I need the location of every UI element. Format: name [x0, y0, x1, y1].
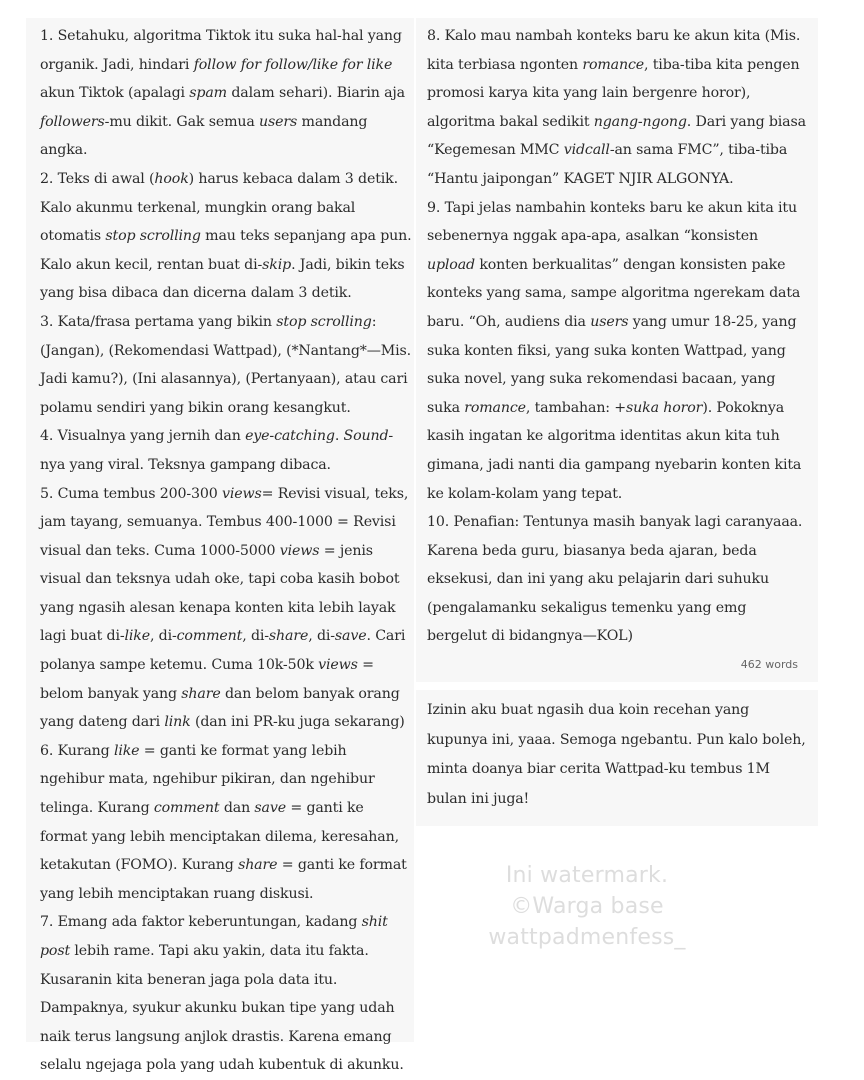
- italic-text: followers: [40, 113, 105, 130]
- italic-text: users: [259, 113, 298, 130]
- italic-text: save: [254, 800, 286, 817]
- text-run: 1. Setahuku, algoritma Tiktok itu suka hal-hal yang organik. Jadi, hindari: [40, 28, 402, 73]
- text-run: 4. Visualnya yang jernih dan: [40, 428, 246, 445]
- paragraph: [40, 908, 412, 1080]
- italic-text: link: [164, 714, 191, 731]
- text-run: . Jadi, bikin teks yang bisa dibaca dan dicerna dalam 3 detik.: [40, 256, 405, 302]
- italic-text: like: [124, 628, 150, 645]
- left-text-column: [40, 22, 412, 1080]
- italic-text: spam: [189, 85, 227, 102]
- italic-text: ngang-ngong: [593, 113, 687, 130]
- watermark-text: [462, 860, 712, 953]
- text-run: dan belom banyak orang yang dateng dari: [40, 685, 400, 731]
- italic-text: save: [334, 628, 367, 645]
- text-run: 7. Emang ada faktor keberuntungan, kadang: [40, 914, 362, 931]
- watermark-line: ©Warga base: [510, 894, 664, 919]
- italic-text: share: [238, 857, 278, 874]
- word-count-label: 462 words: [740, 658, 798, 671]
- text-run: -an sama FMC”, tiba-tiba “Hantu jaipongan” KAGET NJIR ALGONYA.: [427, 142, 788, 187]
- italic-text: stop scrolling: [276, 313, 372, 330]
- text-run: -nya yang viral. Teksnya gampang dibaca.: [40, 428, 394, 473]
- text-run: 5. Cuma tembus 200-300: [40, 485, 223, 502]
- paragraph: [40, 422, 412, 479]
- text-run: ). Pokoknya kasih ingatan ke algoritma identitas akun kita tuh gimana, jadi nanti dia gampang nyebarin konten kita ke kolam-kolam yang tepat.: [427, 399, 802, 502]
- italic-text: views: [222, 485, 262, 502]
- text-run: ) harus kebaca dalam 3 detik. Kalo akunmu terkenal, mungkin orang bakal otomatis: [40, 170, 398, 245]
- text-run: lebih rame. Tapi aku yakin, data itu fakta. Kusaranin kita beneran jaga pola data itu. Dampaknya, syukur akunku bukan tipe yang udah naik terus langsung anjlok drastis. Karena emang selalu ngejaga pola yang udah kubentuk di akunku.: [40, 943, 404, 1074]
- italic-text: romance: [464, 399, 526, 416]
- text-run: = Revisi visual, teks, jam tayang, semuanya. Tembus 400-1000 = Revisi visual dan teks. Cuma 1000-5000: [40, 485, 409, 559]
- paragraph: [40, 480, 412, 737]
- text-run: mau teks sepanjang apa pun. Kalo akun kecil, rentan buat di-: [40, 228, 412, 273]
- text-run: = ganti ke format yang lebih menciptakan dilema, keresahan, ketakutan (FOMO). Kurang: [40, 800, 399, 874]
- paragraph: [40, 165, 412, 308]
- text-run: = belom banyak yang: [40, 657, 374, 702]
- text-run: yang umur 18-25, yang suka konten fiksi, yang suka konten Wattpad, yang suka novel, yang suka rekomendasi bacaan, yang suka: [427, 313, 797, 416]
- italic-text: comment: [176, 628, 243, 645]
- italic-text: hook: [154, 170, 189, 187]
- text-run: , tambahan: +: [525, 399, 627, 416]
- paragraph: [40, 737, 412, 909]
- text-run: . Cari polanya sampe ketemu. Cuma 10k-50k: [40, 628, 406, 674]
- text-run: akun Tiktok (apalagi: [40, 85, 190, 102]
- italic-text: suka horor: [626, 399, 703, 416]
- text-run: . Dari yang biasa “Kegemesan MMC: [427, 113, 806, 159]
- italic-text: shit post: [40, 914, 388, 959]
- text-run: 3. Kata/frasa pertama yang bikin: [40, 313, 277, 330]
- watermark-line: wattpadmenfess_: [488, 925, 686, 950]
- paragraph: [427, 508, 807, 651]
- text-run: konten berkualitas” dengan konsisten pake konteks yang sama, sampe algoritma ngerekam data baru. “Oh, audiens dia: [427, 256, 801, 330]
- text-run: 10. Penafian: Tentunya masih banyak lagi caranyaaa. Karena beda guru, biasanya beda ajaran, beda eksekusi, dan ini yang aku pelajarin dari suhuku (pengalamanku sekaligus temenku yang emg bergelut di bidangnya—KOL): [427, 514, 803, 645]
- italic-text: follow for follow/like for like: [193, 56, 393, 73]
- italic-text: comment: [153, 800, 220, 817]
- text-run: .: [334, 428, 344, 445]
- text-run: = ganti ke format yang lebih menciptakan ruang diskusi.: [40, 857, 407, 902]
- paragraph: [427, 194, 807, 509]
- italic-text: stop scrolling: [105, 228, 201, 245]
- text-run: 6. Kurang: [40, 742, 114, 759]
- text-run: 8. Kalo mau nambah konteks baru ke akun kita (Mis. kita terbiasa ngonten: [427, 28, 801, 73]
- italic-text: share: [181, 685, 221, 702]
- italic-text: eye-catching: [245, 428, 335, 445]
- italic-text: Sound: [343, 428, 389, 445]
- italic-text: upload: [427, 256, 475, 273]
- paragraph: [427, 22, 807, 194]
- text-run: dalam sehari). Biarin aja: [226, 85, 405, 102]
- text-run: , di-: [242, 628, 269, 645]
- text-run: = jenis visual dan teksnya udah oke, tapi coba kasih bobot yang ngasih alesan kenapa konten kita lebih layak lagi buat di-: [40, 542, 400, 645]
- text-run: 9. Tapi jelas nambahin konteks baru ke akun kita itu sebenernya nggak apa-apa, asalkan “konsisten: [427, 199, 797, 245]
- text-run: dan: [219, 800, 255, 817]
- text-run: , di-: [308, 628, 335, 645]
- comment-text: Izinin aku buat ngasih dua koin recehan yang kupunya ini, yaaa. Semoga ngebantu. Pun kalo boleh, minta doanya biar cerita Wattpad-ku tembus 1M bulan ini juga!: [427, 702, 806, 807]
- watermark-line: Ini watermark.: [505, 863, 669, 888]
- italic-text: views: [279, 542, 320, 559]
- italic-text: share: [268, 628, 309, 645]
- italic-text: like: [113, 742, 140, 759]
- text-run: , di-: [149, 628, 177, 645]
- italic-text: romance: [582, 56, 645, 73]
- paragraph: [40, 308, 412, 422]
- italic-text: users: [590, 313, 629, 330]
- paragraph: [40, 22, 412, 165]
- right-text-column: [427, 22, 807, 651]
- text-run: , tiba-tiba kita pengen promosi karya kita yang lain bergenre horor), algoritma bakal sedikit: [427, 56, 800, 130]
- text-run: : (Jangan), (Rekomendasi Wattpad), (*Nantang*—Mis. Jadi kamu?), (Ini alasannya), (Pertanyaan), atau cari polamu sendiri yang bikin orang kesangkut.: [40, 313, 411, 416]
- italic-text: views: [318, 657, 358, 674]
- text-run: (dan ini PR-ku juga sekarang): [190, 714, 405, 731]
- text-run: mandang angka.: [40, 113, 368, 159]
- italic-text: skip: [262, 256, 292, 273]
- text-run: 2. Teks di awal (: [40, 170, 155, 187]
- italic-text: vidcall: [563, 142, 610, 159]
- text-run: = ganti ke format yang lebih ngehibur mata, ngehibur pikiran, dan ngehibur telinga. Kurang: [40, 742, 375, 817]
- text-run: -mu dikit. Gak semua: [104, 113, 260, 130]
